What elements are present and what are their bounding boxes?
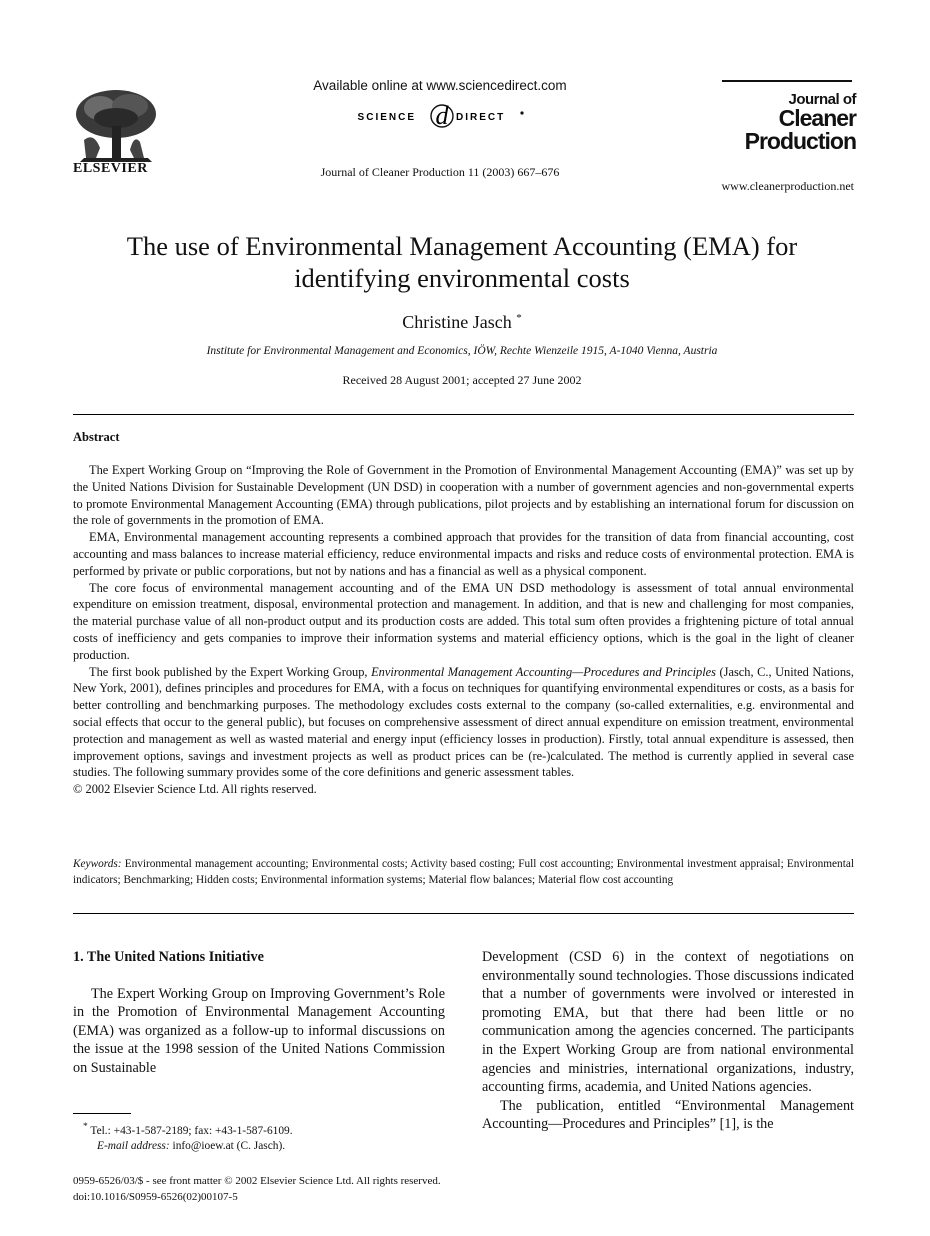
keywords — [73, 857, 854, 888]
footer-doi[interactable]: doi:10.1016/S0959-6526(02)00107-5 — [73, 1190, 238, 1203]
journal-logo-line1: Journal of — [788, 91, 856, 108]
abstract-p4-start: The first book published by the Expert Working Group, — [89, 664, 368, 679]
right-column-paragraph-1: Development (CSD 6) in the context of negotiations on environmentally sound technologies. Those discussions indicated that a number of governments were involved or interested in promoting EMA, but that there had been little or no communication among the agencies concerned. The participants in the Expert Working Group are from national environmental agencies and ministries, international organizations, industry, accounting firms, academia, and United Nations agencies. — [482, 949, 854, 1096]
keywords-label: Keywords: — [73, 858, 122, 870]
keywords-text: Environmental management accounting; Environmental costs; Activity based costing; Full cost accounting; Environmental investment appraisal; Environmental indicators; Benchmarking; Hidden costs; Environmental information systems; Material flow balances; Material flow cost accounting — [73, 858, 854, 886]
svg-text:d: d — [435, 101, 449, 130]
abstract-paragraph-1: The Expert Working Group on “Improving the Role of Government in the Promotion of Environmental Management Accounting (EMA)” was set up by the United Nations Division for Sustainable Development (UN DSD) in cooperation with a number of government agencies and non-governmental experts to promote Environmental Management Accounting (EMA) through publications, pilot projects and by establishing an international forum for discussion on the role of governments in the promotion of EMA. — [73, 463, 854, 528]
footnote-email-line — [73, 1139, 445, 1155]
author-name[interactable]: Christine Jasch — [402, 312, 512, 332]
footnote-phone: Tel.: +43-1-587-2189; fax: +43-1-587-6109. — [90, 1124, 293, 1137]
affiliation: Institute for Environmental Management and Economics, IÖW, Rechte Wienzeile 1915, A-1040 Vienna, Austria — [206, 345, 718, 357]
abstract-heading: Abstract — [73, 430, 120, 444]
abstract-paragraph-3: The core focus of environmental management accounting and of the EMA UN DSD methodology is assessment of total annual environmental expenditure on emission treatment, disposal, environmental protection and management. In addition, and that is new and challenging for most companies, the material purchase value of all non-product output and its production costs are added. This total sum often provides a frightening picture of total annual costs of inefficiency and gets companies to improve their information systems and material efficiency options, which is the goal in the light of cleaner production. — [73, 580, 854, 662]
abstract-book-title: Environmental Management Accounting—Procedures and Principles — [371, 664, 716, 679]
right-column — [482, 948, 854, 1134]
abstract-paragraph-4 — [73, 664, 854, 782]
footer-front-matter: 0959-6526/03/$ - see front matter © 2002 Elsevier Science Ltd. All rights reserved. — [73, 1175, 441, 1187]
abstract-body — [73, 462, 854, 798]
footnote-rule — [73, 1113, 131, 1114]
sciencedirect-left-text: SCIENCE — [357, 112, 416, 123]
journal-url[interactable]: www.cleanerproduction.net — [721, 179, 854, 193]
top-divider — [73, 414, 854, 415]
title-line-2: identifying environmental costs — [294, 263, 630, 293]
left-column-paragraph: The Expert Working Group on Improving Government’s Role in the Promotion of Environmental Management Accounting (EMA) was organized as a follow-up to informal discussions on the issue at the 1998 session of the United Nations Commission on Sustainable — [73, 985, 445, 1076]
page-footer — [73, 1174, 573, 1205]
right-column-paragraph-2: The publication, entitled “Environmental Management Accounting—Procedures and Principles” [1], is the — [482, 1097, 854, 1133]
sciencedirect-right-text: DIRECT — [456, 112, 506, 123]
journal-logo-line2: Cleaner — [778, 105, 856, 131]
footnote-mark: * — [83, 1122, 88, 1132]
abstract-bottom-divider — [73, 913, 854, 914]
journal-logo-rule — [722, 80, 852, 82]
author-line — [70, 312, 854, 333]
section-1-heading: 1. The United Nations Initiative — [73, 949, 264, 965]
journal-logo-line3: Production — [744, 128, 856, 154]
footnote-email[interactable]: info@ioew.at (C. Jasch). — [172, 1140, 286, 1153]
journal-logo — [720, 92, 856, 153]
abstract-paragraph-2: EMA, Environmental management accounting represents a combined approach that provides for the transition of data from financial accounting, cost accounting and mass balances to increase material efficiency, reduce environmental impacts and risks and reduce costs of environmental protection. EMA is performed by private or public corporations, but not by nations and has a financial as well as a physical component. — [73, 530, 854, 578]
sciencedirect-logo — [356, 98, 526, 132]
received-dates: Received 28 August 2001; accepted 27 June 2002 — [342, 373, 582, 387]
article-title — [70, 230, 854, 294]
left-column — [73, 948, 445, 1078]
title-line-1: The use of Environmental Management Accounting (EMA) for — [126, 231, 798, 261]
abstract-copyright: © 2002 Elsevier Science Ltd. All rights reserved. — [73, 782, 317, 797]
author-footnote — [73, 1120, 445, 1155]
footnote-email-label: E-mail address: — [97, 1140, 170, 1153]
footnote-contact — [73, 1120, 445, 1139]
journal-reference: Journal of Cleaner Production 11 (2003) 667–676 — [320, 165, 560, 179]
available-online-text: Available online at www.sciencedirect.com — [313, 78, 567, 93]
author-footnote-mark[interactable]: * — [516, 312, 522, 324]
publisher-name: ELSEVIER — [73, 161, 148, 176]
abstract-p4-rest: (Jasch, C., United Nations, New York, 2001), defines principles and procedures for EMA, with a focus on techniques for quantifying environmental expenditures or costs, as a basis for better controlling and benchmarking purposes. The methodology excludes costs external to the company (so-called externalities, e.g. environmental and social effects that occur to the general public), but focuses on comprehensive assessment of direct annual expenditure on emission treatment, environmental protection and management as well as wasted material and energy input (efficiency losses in production). Firstly, total annual expenditure is assessed, then improvement options, savings and investment projects as well as product prices can be (re-)calculated. The method is currently applied in several case studies. The following summary provides some of the core definitions and generic assessment tables. — [73, 664, 854, 780]
